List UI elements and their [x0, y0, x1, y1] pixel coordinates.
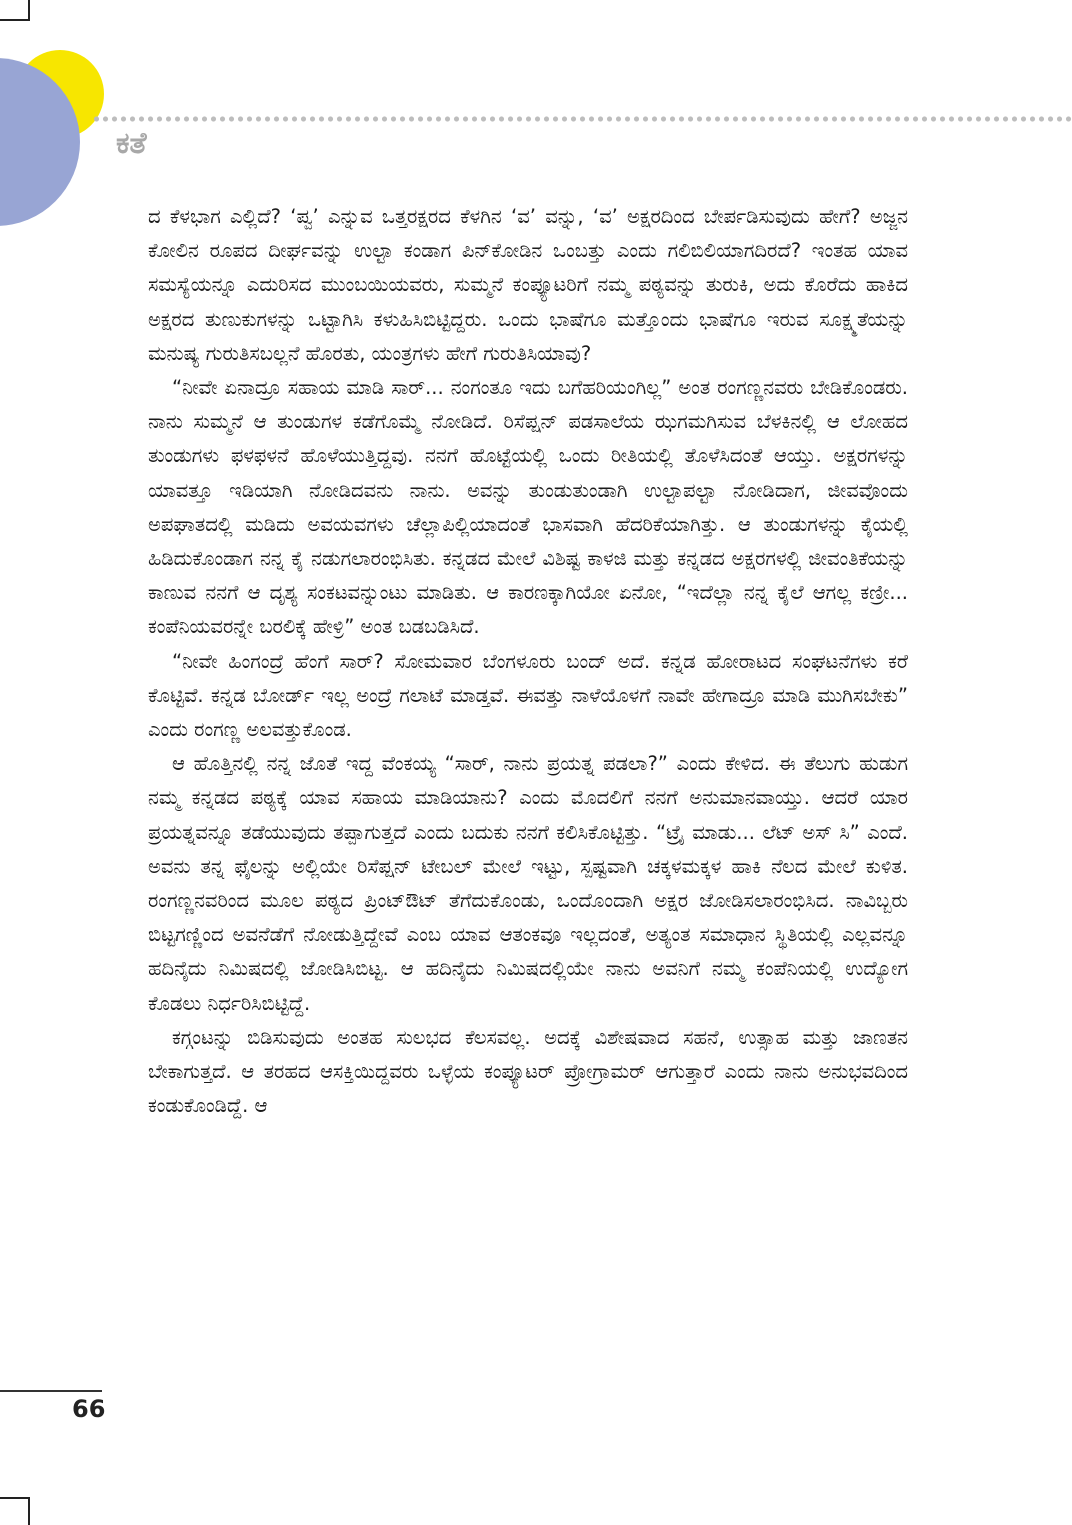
dotted-header-rule — [92, 114, 1072, 124]
paragraph-5: ಕಗ್ಗಂಟನ್ನು ಬಿಡಿಸುವುದು ಅಂತಹ ಸುಲಭದ ಕೆಲಸವಲ್ಲ. ಅದಕ್ಕೆ ವಿಶೇಷವಾದ ಸಹನೆ, ಉತ್ಸಾಹ ಮತ್ತು ಜಾಣತನ ಬೇಕಾಗುತ್ತದೆ. ಆ ತರಹದ ಆಸಕ್ತಿಯಿದ್ದವರು ಒಳ್ಳೆಯ ಕಂಪ್ಯೂಟರ್ ಪ್ರೋಗ್ರಾಮರ್ ಆಗುತ್ತಾರೆ ಎಂದು ನಾನು ಅನುಭವದಿಂದ ಕಂಡುಕೊಂಡಿದ್ದೆ. ಆ — [148, 1025, 908, 1118]
footer-rule — [0, 1390, 102, 1392]
crop-mark-bottom-left-horizontal — [0, 1497, 30, 1499]
paragraph-3: “ನೀವೇ ಹಿಂಗಂದ್ರೆ ಹೆಂಗೆ ಸಾರ್? ಸೋಮವಾರ ಬೆಂಗಳೂರು ಬಂದ್ ಅದೆ. ಕನ್ನಡ ಹೋರಾಟದ ಸಂಘಟನೆಗಳು ಕರೆ ಕೊಟ್ಟಿವೆ. ಕನ್ನಡ ಬೋರ್ಡ್ ಇಲ್ಲ ಅಂದ್ರೆ ಗಲಾಟೆ ಮಾಡ್ತವೆ. ಈವತ್ತು ನಾಳೆಯೊಳಗೆ ನಾವೇ ಹೇಗಾದ್ರೂ ಮಾಡಿ ಮುಗಿಸಬೇಕು” ಎಂದು ರಂಗಣ್ಣ ಅಲವತ್ತುಕೊಂಡ. — [148, 649, 908, 742]
paragraph-1: ದ ಕೆಳಭಾಗ ಎಲ್ಲಿದೆ? ‘ಪ್ವ’ ಎನ್ನುವ ಒತ್ತರಕ್ಷರದ ಕೆಳಗಿನ ‘ವ’ ವನ್ನು, ‘ವ’ ಅಕ್ಷರದಿಂದ ಬೇರ್ಪಡಿಸುವುದು ಹೇಗೆ? ಅಜ್ಜನ ಕೋಲಿನ ರೂಪದ ದೀರ್ಘವನ್ನು ಉಲ್ಟಾ ಕಂಡಾಗ ಪಿನ್‌ಕೋಡಿನ ಒಂಬತ್ತು ಎಂದು ಗಲಿಬಿಲಿಯಾಗದಿರದೆ? ಇಂತಹ ಯಾವ ಸಮಸ್ಯೆಯನ್ನೂ ಎದುರಿಸದ ಮುಂಬಯಿಯವರು, ಸುಮ್ಮನೆ ಕಂಪ್ಯೂಟರಿಗೆ ನಮ್ಮ ಪಠ್ಯವನ್ನು ತುರುಕಿ, ಅದು ಕೊರೆದು ಹಾಕಿದ ಅಕ್ಷರದ ತುಣುಕುಗಳನ್ನು ಒಟ್ಟಾಗಿಸಿ ಕಳುಹಿಸಿಬಿಟ್ಟಿದ್ದರು. ಒಂದು ಭಾಷೆಗೂ ಮತ್ತೊಂದು ಭಾಷೆಗೂ ಇರುವ ಸೂಕ್ಷ್ಮತೆಯನ್ನು ಮನುಷ್ಯ ಗುರುತಿಸಬಲ್ಲನೆ ಹೊರತು, ಯಂತ್ರಗಳು ಹೇಗೆ ಗುರುತಿಸಿಯಾವು? — [148, 205, 908, 365]
crop-mark-bottom-left-vertical — [28, 1497, 30, 1525]
paragraph-2: “ನೀವೇ ಏನಾದ್ರೂ ಸಹಾಯ ಮಾಡಿ ಸಾರ್... ನಂಗಂತೂ ಇದು ಬಗೆಹರಿಯಂಗಿಲ್ಲ” ಅಂತ ರಂಗಣ್ಣನವರು ಬೇಡಿಕೊಂಡರು. ನಾನು ಸುಮ್ಮನೆ ಆ ತುಂಡುಗಳ ಕಡೆಗೊಮ್ಮೆ ನೋಡಿದೆ. ರಿಸೆಪ್ಷನ್ ಪಡಸಾಲೆಯ ಝಗಮಗಿಸುವ ಬೆಳಕಿನಲ್ಲಿ ಆ ಲೋಹದ ತುಂಡುಗಳು ಫಳಫಳನೆ ಹೊಳೆಯುತ್ತಿದ್ದವು. ನನಗೆ ಹೊಟ್ಟೆಯಲ್ಲಿ ಒಂದು ರೀತಿಯಲ್ಲಿ ತೊಳೆಸಿದಂತೆ ಆಯ್ತು. ಅಕ್ಷರಗಳನ್ನು ಯಾವತ್ತೂ ಇಡಿಯಾಗಿ ನೋಡಿದವನು ನಾನು. ಅವನ್ನು ತುಂಡುತುಂಡಾಗಿ ಉಲ್ಟಾಪಲ್ಟಾ ನೋಡಿದಾಗ, ಜೀವವೊಂದು ಅಪಘಾತದಲ್ಲಿ ಮಡಿದು ಅವಯವಗಳು ಚೆಲ್ಲಾಪಿಲ್ಲಿಯಾದಂತೆ ಭಾಸವಾಗಿ ಹೆದರಿಕೆಯಾಗಿತ್ತು. ಆ ತುಂಡುಗಳನ್ನು ಕೈಯಲ್ಲಿ ಹಿಡಿದುಕೊಂಡಾಗ ನನ್ನ ಕೈ ನಡುಗಲಾರಂಭಿಸಿತು. ಕನ್ನಡದ ಮೇಲೆ ವಿಶಿಷ್ಟ ಕಾಳಜಿ ಮತ್ತು ಕನ್ನಡದ ಅಕ್ಷರಗಳಲ್ಲಿ ಜೀವಂತಿಕೆಯನ್ನು ಕಾಣುವ ನನಗೆ ಆ ದೃಶ್ಯ ಸಂಕಟವನ್ನುಂಟು ಮಾಡಿತು. ಆ ಕಾರಣಕ್ಕಾಗಿಯೋ ಏನೋ, “ಇದೆಲ್ಲಾ ನನ್ನ ಕೈಲೆ ಆಗಲ್ಲ ಕಣ್ರೀ... ಕಂಪೆನಿಯವರನ್ನೇ ಬರಲಿಕ್ಕೆ ಹೇಳ್ರಿ” ಅಂತ ಬಡಬಡಿಸಿದೆ. — [148, 376, 908, 639]
crop-mark-top-left-vertical — [28, 0, 30, 20]
crop-mark-top-left-horizontal — [0, 19, 30, 21]
section-label: ಕತೆ — [116, 126, 147, 161]
story-body — [148, 200, 908, 1400]
paragraph-4: ಆ ಹೊತ್ತಿನಲ್ಲಿ ನನ್ನ ಜೊತೆ ಇದ್ದ ವೆಂಕಯ್ಯ “ಸಾರ್, ನಾನು ಪ್ರಯತ್ನ ಪಡಲಾ?” ಎಂದು ಕೇಳಿದ. ಈ ತೆಲುಗು ಹುಡುಗ ನಮ್ಮ ಕನ್ನಡದ ಪಠ್ಯಕ್ಕೆ ಯಾವ ಸಹಾಯ ಮಾಡಿಯಾನು? ಎಂದು ಮೊದಲಿಗೆ ನನಗೆ ಅನುಮಾನವಾಯ್ತು. ಆದರೆ ಯಾರ ಪ್ರಯತ್ನವನ್ನೂ ತಡೆಯುವುದು ತಪ್ಪಾಗುತ್ತದೆ ಎಂದು ಬದುಕು ನನಗೆ ಕಲಿಸಿಕೊಟ್ಟಿತ್ತು. “ಟ್ರೈ ಮಾಡು... ಲೆಟ್ ಅಸ್ ಸಿ” ಎಂದೆ. ಅವನು ತನ್ನ ಫೈಲನ್ನು ಅಲ್ಲಿಯೇ ರಿಸೆಪ್ಷನ್ ಟೇಬಲ್ ಮೇಲೆ ಇಟ್ಟು, ಸ್ಪಷ್ಟವಾಗಿ ಚಕ್ಕಳಮಕ್ಕಳ ಹಾಕಿ ನೆಲದ ಮೇಲೆ ಕುಳಿತ. ರಂಗಣ್ಣನವರಿಂದ ಮೂಲ ಪಠ್ಯದ ಪ್ರಿಂಟ್‌ಔಟ್ ತೆಗೆದುಕೊಂಡು, ಒಂದೊಂದಾಗಿ ಅಕ್ಷರ ಜೋಡಿಸಲಾರಂಭಿಸಿದ. ನಾವಿಬ್ಬರು ಬಿಟ್ಟಗಣ್ಣಿಂದ ಅವನೆಡೆಗೆ ನೋಡುತ್ತಿದ್ದೇವೆ ಎಂಬ ಯಾವ ಆತಂಕವೂ ಇಲ್ಲದಂತೆ, ಅತ್ಯಂತ ಸಮಾಧಾನ ಸ್ಥಿತಿಯಲ್ಲಿ ಎಲ್ಲವನ್ನೂ ಹದಿನೈದು ನಿಮಿಷದಲ್ಲಿ ಜೋಡಿಸಿಬಿಟ್ಟ. ಆ ಹದಿನೈದು ನಿಮಿಷದಲ್ಲಿಯೇ ನಾನು ಅವನಿಗೆ ನಮ್ಮ ಕಂಪೆನಿಯಲ್ಲಿ ಉದ್ಯೋಗ ಕೊಡಲು ನಿರ್ಧರಿಸಿಬಿಟ್ಟಿದ್ದೆ. — [148, 752, 908, 1015]
page-number: 66 — [72, 1395, 106, 1423]
